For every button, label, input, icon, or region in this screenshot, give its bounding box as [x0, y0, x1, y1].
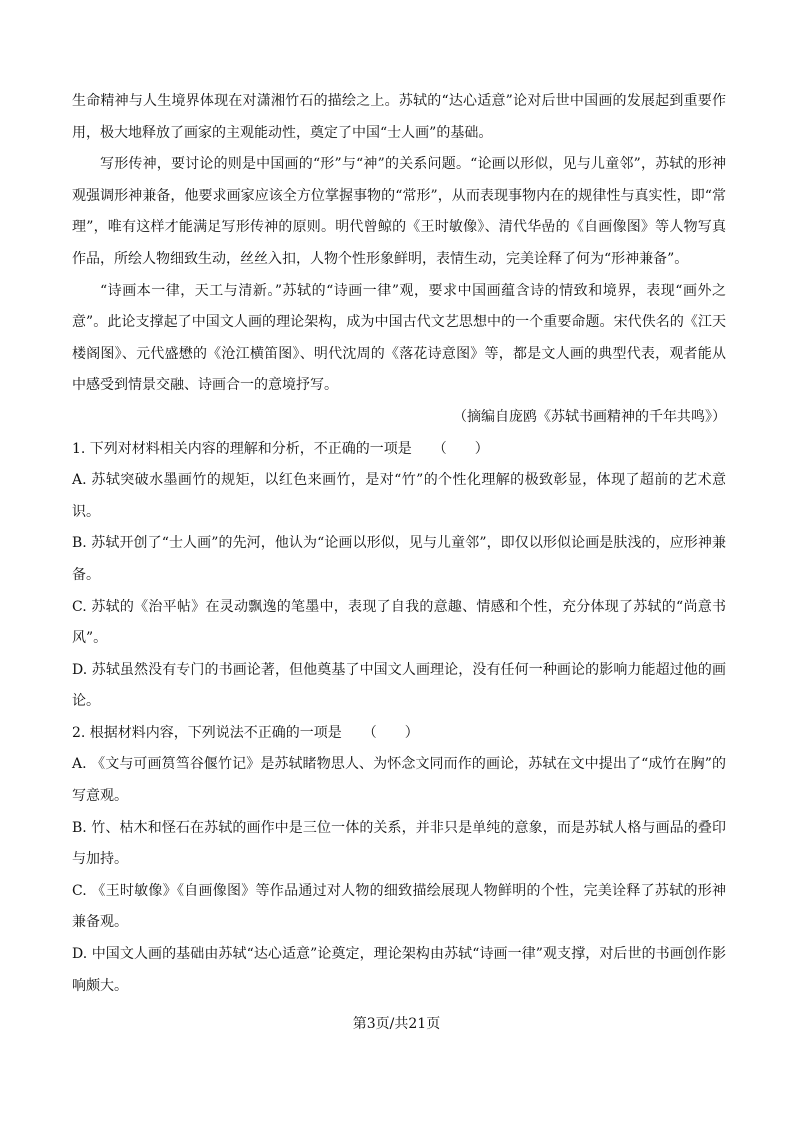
- passage-paragraph-3: “诗画本一律，天工与清新。”苏轼的“诗画一律”观，要求中国画蕴含诗的情致和境界，表现“画外之意”。此论支撑起了中国文人画的理论架构，成为中国古代文艺思想中的一个重要命题。宋代佚名的《江天楼阁图》、元代盛懋的《沧江横笛图》、明代沈周的《落花诗意图》等，都是文人画的典型代表，观者能从中感受到情景交融、诗画合一的意境抒写。: [72, 282, 726, 394]
- document-page: [72, 86, 726, 1002]
- question-option-b: B. 苏轼开创了“士人画”的先河，他认为“论画以形似，见与儿童邻”，即仅以形似论画是肤浅的，应形神兼备。: [72, 535, 726, 583]
- question-stem: 2. 根据材料内容，下列说法不正确的一项是 （ ）: [72, 724, 419, 741]
- question-option-b: B. 竹、枯木和怪石在苏轼的画作中是三位一体的关系，并非只是单纯的意象，而是苏轼人格与画品的叠印与加持。: [72, 819, 726, 868]
- passage-paragraph-1: 生命精神与人生境界体现在对潇湘竹石的描绘之上。苏轼的“达心适意”论对后世中国画的发展起到重要作用，极大地释放了画家的主观能动性，奠定了中国“士人画”的基础。: [72, 93, 726, 141]
- question-option-c: C. 《王时敏像》《自画像图》等作品通过对人物的细致描绘展现人物鲜明的个性，完美诠释了苏轼的形神兼备观。: [72, 882, 726, 931]
- question-option-d: D. 中国文人画的基础由苏轼“达心适意”论奠定，理论架构由苏轼“诗画一律”观支撑，对后世的书画创作影响颇大。: [72, 946, 726, 994]
- question-stem: 1. 下列对材料相关内容的理解和分析，不正确的一项是 （ ）: [72, 440, 489, 457]
- question-1: [72, 434, 726, 718]
- question-option-a: A. 苏轼突破水墨画竹的规矩，以红色来画竹，是对“竹”的个性化理解的极致彰显，体现了超前的艺术意识。: [72, 472, 726, 520]
- question-option-d: D. 苏轼虽然没有专门的书画论著，但他奠基了中国文人画理论，没有任何一种画论的影响力能超过他的画论。: [72, 661, 726, 710]
- question-option-c: C. 苏轼的《治平帖》在灵动飘逸的笔墨中，表现了自我的意趣、情感和个性，充分体现了苏轼的“尚意书风”。: [72, 598, 726, 647]
- question-2: [72, 718, 726, 1002]
- passage-paragraph-2: 写形传神，要讨论的则是中国画的“形”与“神”的关系问题。“论画以形似，见与儿童邻”，苏轼的形神观强调形神兼备，他要求画家应该全方位掌握事物的“常形”，从而表现事物内在的规律性与真实性，即“常理”，唯有这样才能满足写形传神的原则。明代曾鲸的《王时敏像》、清代华嵒的《自画像图》等人物写真作品，所绘人物细致生动，丝丝入扣，人物个性形象鲜明，表情生动，完美诠释了何为“形神兼备”。: [72, 156, 726, 267]
- page-number-footer: 第3页/共21页: [352, 1016, 441, 1032]
- passage-source: （摘编自庞鸥《苏轼书画精神的千年共鸣》）: [453, 408, 726, 425]
- question-option-a: A. 《文与可画筼筜谷偃竹记》是苏轼睹物思人、为怀念文同而作的画论，苏轼在文中提出了“成竹在胸”的写意观。: [72, 756, 726, 805]
